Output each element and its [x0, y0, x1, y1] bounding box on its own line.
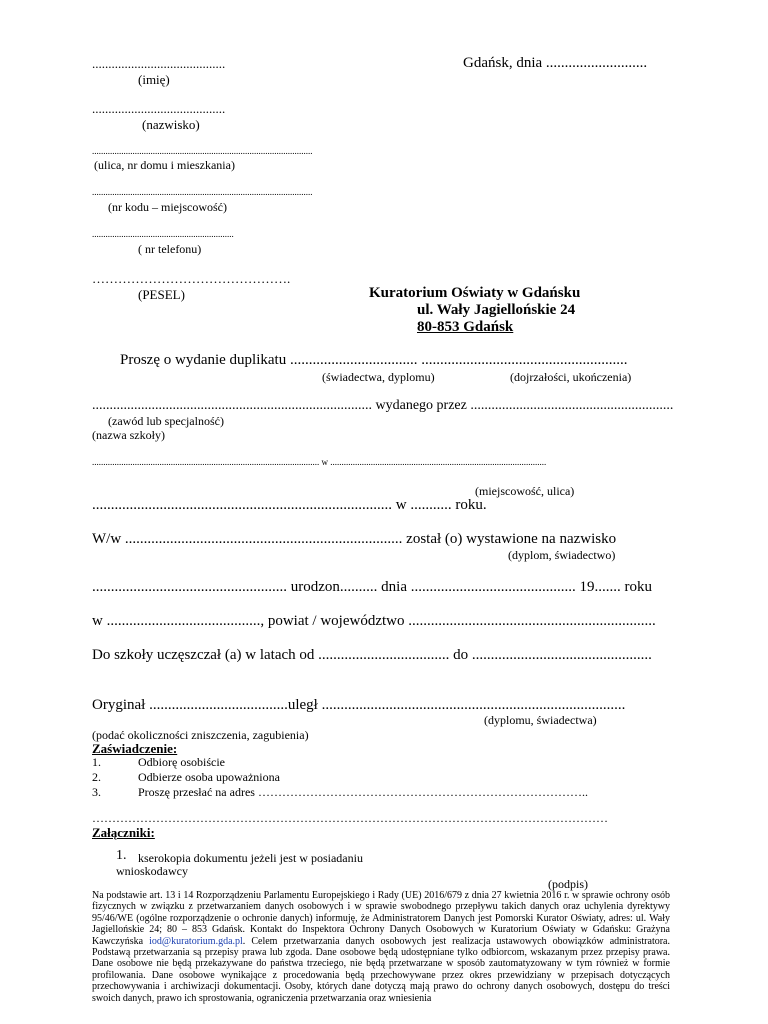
issued-by-line[interactable]: ................................................................................ wydanego przez ..........................................................	[92, 398, 674, 413]
okolicznosci-label: (podać okoliczności zniszczenia, zagubienia)	[92, 728, 309, 742]
option-number: 1.	[92, 755, 101, 769]
dyplomu-swiadectwa-label: (dyplomu, świadectwa)	[484, 713, 597, 727]
attachment-number: 1.	[116, 848, 127, 863]
recipient-street: ul. Wały Jagiellońskie 24	[417, 302, 576, 318]
location-line[interactable]: ..................................................................................................... w ................................................................................................	[92, 457, 547, 467]
option-label: Proszę przesłać na adres ………………………………………………………………………..	[138, 785, 588, 799]
kod-label: (nr kodu – miejscowość)	[108, 200, 227, 214]
option-label: Odbiorę osobiście	[138, 755, 225, 769]
ww-line[interactable]: W/w .......................................................................... został (o) wystawione na nazwisko	[92, 531, 617, 547]
telefon-field[interactable]: ...............................................................	[92, 229, 234, 239]
telefon-label: ( nr telefonu)	[138, 242, 202, 256]
nazwisko-label: (nazwisko)	[142, 117, 200, 132]
miejscowosc-ulica-label: (miejscowość, ulica)	[475, 484, 575, 498]
zaswiadczenie-heading: Zaświadczenie:	[92, 741, 178, 756]
oryginal-line[interactable]: Oryginał .....................................uległ .................................................................................	[92, 697, 626, 713]
zalaczniki-heading: Załączniki:	[92, 825, 155, 840]
recipient-name: Kuratorium Oświaty w Gdańsku	[369, 285, 581, 301]
city-date-field[interactable]: Gdańsk, dnia ...........................	[463, 55, 648, 71]
pesel-label: (PESEL)	[138, 287, 185, 302]
nazwisko-field[interactable]: .........................................	[92, 101, 226, 116]
kod-field[interactable]: ..................................................................................................	[92, 187, 313, 197]
urodzony-line[interactable]: .................................................... urodzon.......... dnia ............................................ 19....... roku	[92, 579, 652, 595]
rodo-text-1: Na podstawie art. 13 i 14 Rozporządzeniu Parlamentu Europejskiego i Rady (UE) 2016/679 z dnia 27 kwietnia 2016 r. w sprawie ochrony osób fizycznych w związku z przetwarzaniem danych osobowych i w sprawie swobodnego przepływu takich danych oraz uchylenia dyrektywy 95/46/WE (ogólne rozporządzenie o ochronie danych) informuję, że Administratorem Danych jest Pomorski Kurator Oświaty, adres: ul. Wały Jagiellońskie 24; 80 – 853 Gdańsk. Kontakt do Inspektora Ochrony Danych Osobowych w Kuratorium Oświaty w Gdańsku: Grażyna Kawczyńska	[92, 890, 670, 947]
request-sub-dojrzalosci: (dojrzałości, ukończenia)	[510, 370, 632, 384]
ulica-label: (ulica, nr domu i mieszkania)	[94, 158, 235, 172]
rodo-clause	[92, 890, 670, 1004]
imie-label: (imię)	[138, 72, 170, 87]
attachment-text-cont: wnioskodawcy	[116, 864, 188, 878]
request-sub-swiadectwa: (świadectwa, dyplomu)	[322, 370, 435, 384]
podpis-label: (podpis)	[548, 877, 588, 891]
option-label: Odbierze osoba upoważniona	[138, 770, 280, 784]
iod-email-link[interactable]: iod@kuratorium.gda.pl	[149, 935, 243, 947]
powiat-line[interactable]: w ........................................., powiat / województwo ..................................................................	[92, 613, 656, 629]
imie-field[interactable]: .........................................	[92, 56, 226, 71]
address-line[interactable]: …………………………………………………………………………………………………………………	[92, 811, 608, 825]
request-line[interactable]: Proszę o wydanie duplikatu .................................. .......................................................	[120, 352, 628, 368]
nazwa-szkoly-label: (nazwa szkoły)	[92, 428, 165, 442]
dyplom-swiadectwo-label: (dyplom, świadectwo)	[508, 548, 616, 562]
option-przeslac-na-adres[interactable]	[92, 785, 588, 800]
attachment-text: kserokopia dokumentu jeżeli jest w posiadaniu	[138, 851, 363, 865]
rodo-text-2: . Celem przetwarzania danych osobowych jest realizacja ustawowych obowiązków administratora. Podstawą przetwarzania są przepisy prawa lub zgoda. Dane osobowe będą udostępniane tylko odbiorcom, wskazanym przez przepisy prawa. Dane osobowe nie będą przekazywane do państwa trzeciego, nie będą przetwarzane w sposób zautomatyzowany w tym również w formie profilowania. Dane osobowe wynikające z procedowania będą przechowywane przez okres przewidziany w przepisach dotyczących przechowywania i archiwizacji dokumentacji. Osoby, których dane dotyczą mają prawo do ochrony danych osobowych, dostępu do treści swoich danych, prawo ich sprostowania, ograniczenia przetwarzania oraz wniesienia	[92, 935, 670, 1004]
zawod-label: (zawód lub specjalność)	[108, 414, 224, 428]
option-number: 2.	[92, 770, 101, 784]
option-odbiore-osobiscie[interactable]	[92, 755, 225, 770]
option-osoba-upowazniona[interactable]	[92, 770, 280, 785]
roku-line[interactable]: ................................................................................ w ........... roku.	[92, 497, 487, 513]
ulica-field[interactable]: ..................................................................................................	[92, 146, 313, 156]
pesel-field[interactable]: ……………………………………….	[92, 271, 291, 286]
option-number: 3.	[92, 785, 101, 799]
recipient-postal: 80-853 Gdańsk	[417, 319, 514, 335]
lata-szkoly-line[interactable]: Do szkoły uczęszczał (a) w latach od ................................... do ................................................	[92, 647, 652, 663]
